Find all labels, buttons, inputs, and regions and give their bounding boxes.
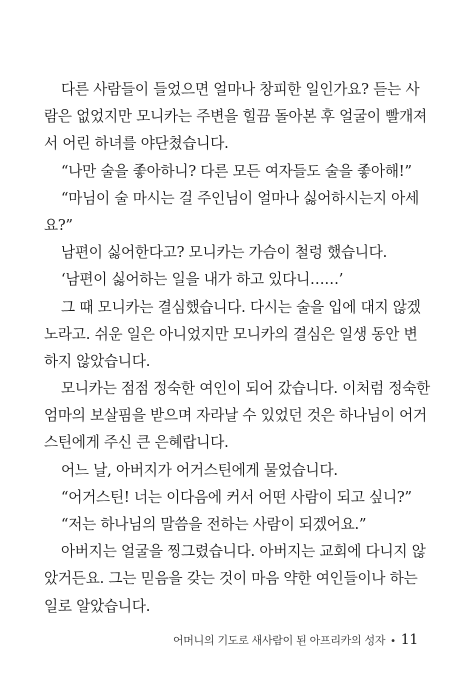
text-line: 남편이 싫어한다고? 모니카는 가슴이 철렁 했습니다. — [61, 244, 388, 262]
text-line: “마님이 술 마시는 걸 주인님이 얼마나 싫어하시는지 아세 — [61, 189, 419, 207]
text-line: 노라고. 쉬운 일은 아니었지만 모니카의 결심은 일생 동안 변 — [44, 325, 418, 343]
text-line: 람은 없었지만 모니카는 주변을 힐끔 돌아본 후 얼굴이 빨개져 — [44, 108, 427, 126]
running-footer — [173, 630, 418, 650]
page-number: 11 — [400, 632, 418, 648]
footer-separator: • — [390, 636, 396, 647]
text-line: 그 때 모니카는 결심했습니다. 다시는 술을 입에 대지 않겠 — [61, 298, 421, 316]
text-line: 다른 사람들이 들었으면 얼마나 창피한 일인가요? 듣는 사 — [61, 81, 420, 98]
text-line: 엄마의 보살핌을 받으며 자라날 수 있었던 것은 하나님이 어거 — [44, 407, 427, 425]
text-line: 하지 않았습니다. — [44, 352, 151, 370]
text-line: 았거든요. 그는 믿음을 갖는 것이 마음 약한 여인들이나 하는 — [44, 570, 418, 588]
text-line: 아버지는 얼굴을 찡그렸습니다. 아버지는 교회에 다니지 않 — [61, 543, 426, 561]
text-line: 스틴에게 주신 큰 은혜랍니다. — [44, 434, 229, 452]
book-title: 어머니의 기도로 새사람이 된 아프리카의 성자 — [172, 634, 386, 647]
text-line: 어느 날, 아버지가 어거스틴에게 물었습니다. — [61, 461, 338, 479]
text-line: 모니카는 점점 정숙한 여인이 되어 갔습니다. 이처럼 정숙한 — [61, 380, 431, 398]
text-line: “저는 하나님의 말씀을 전하는 사람이 되겠어요.” — [61, 516, 367, 533]
text-line: ‘남편이 싫어하는 일을 내가 하고 있다니……’ — [61, 271, 344, 289]
text-line: “나만 술을 좋아하니? 다른 모든 여자들도 술을 좋아해!” — [61, 162, 412, 180]
text-line: “어거스틴! 너는 이다음에 커서 어떤 사람이 되고 싶니?” — [61, 488, 412, 506]
text-line: 서 어린 하녀를 야단쳤습니다. — [44, 135, 229, 153]
body-text — [44, 76, 431, 620]
text-line: 요?” — [44, 216, 73, 234]
text-line: 일로 알았습니다. — [44, 597, 151, 615]
